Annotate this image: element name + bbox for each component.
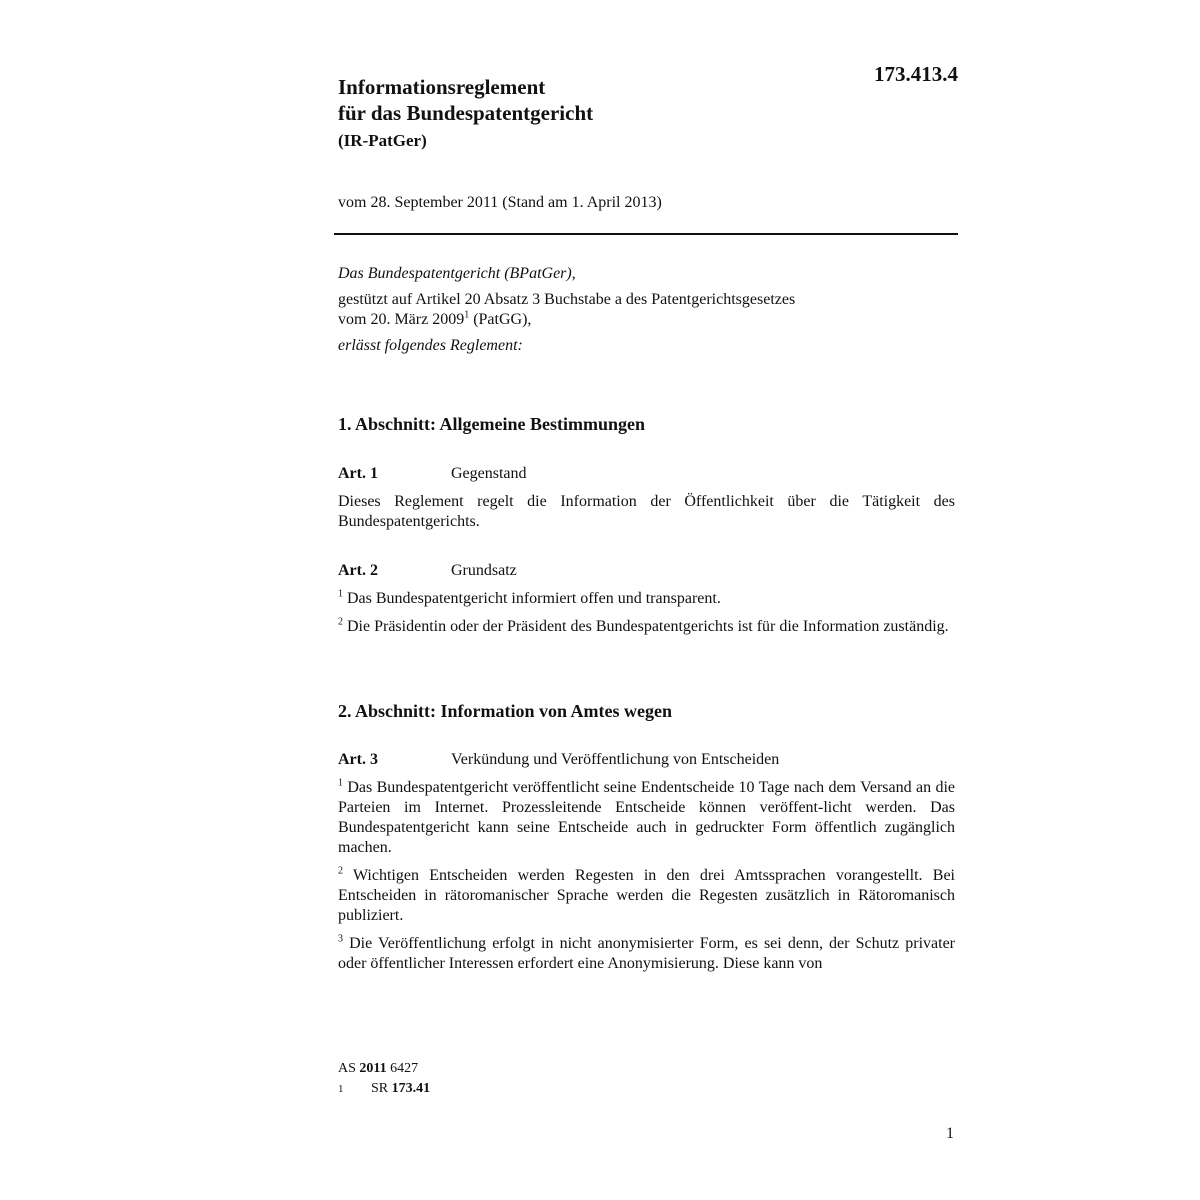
preamble-enactment: erlässt folgendes Reglement: (338, 337, 523, 354)
article-number: Art. 1 (338, 465, 378, 482)
paragraph-number: 1 (338, 777, 343, 789)
section-heading-2: 2. Abschnitt: Information von Amtes wegen (338, 701, 673, 721)
preamble-basis-text: vom 20. März 2009 (338, 311, 465, 328)
article-number: Art. 3 (338, 751, 378, 768)
official-compilation-ref (338, 1059, 430, 1079)
section-heading-1: 1. Abschnitt: Allgemeine Bestimmungen (338, 414, 646, 434)
paragraph-text: Die Präsidentin oder der Präsident des Bundespatentgerichts ist für die Information zuständig. (343, 618, 949, 635)
paragraph-number: 2 (338, 865, 343, 877)
article-1 (338, 464, 955, 540)
article-paragraph (338, 778, 955, 858)
paragraph-text: Wichtigen Entscheiden werden Regesten in den drei Amtssprachen vorangestellt. Bei Entscheiden in rätoromanischer Sprache werden die Regesten zusätzlich in Rätoromanisch publiziert. (338, 867, 955, 924)
footnote-ref-1: 1 (464, 309, 470, 321)
paragraph-number: 1 (338, 588, 343, 600)
footnotes (338, 1059, 430, 1099)
document-date: vom 28. September 2011 (Stand am 1. April 2013) (338, 194, 662, 211)
paragraph-text: Die Veröffentlichung erfolgt in nicht anonymisierter Form, es sei denn, der Schutz privater oder öffentlicher Interessen erfordert eine Anonymisierung. Diese kann von (338, 935, 955, 972)
article-paragraph (338, 617, 955, 637)
document-abbreviation: (IR-PatGer) (338, 131, 427, 150)
page-number: 1 (946, 1125, 954, 1142)
article-paragraph (338, 866, 955, 926)
preamble-basis-abbr: (PatGG), (469, 311, 532, 328)
title-divider (334, 233, 958, 235)
document-title (338, 74, 593, 126)
article-paragraph: Dieses Reglement regelt die Information der Öffentlichkeit über die Tätigkeit des Bundespatentgerichts. (338, 493, 955, 530)
article-header (338, 750, 955, 770)
article-header (338, 464, 955, 484)
article-3 (338, 750, 955, 982)
article-title: Verkündung und Veröffentlichung von Entscheiden (451, 751, 780, 768)
paragraph-number: 2 (338, 616, 343, 628)
article-number: Art. 2 (338, 562, 378, 579)
sr-number: 173.413.4 (874, 62, 958, 86)
preamble (338, 264, 958, 356)
as-year: 2011 (359, 1061, 387, 1076)
as-page: 6427 (386, 1061, 419, 1076)
preamble-basis-line-2 (338, 310, 958, 330)
sr-reference: 173.41 (391, 1081, 431, 1096)
preamble-basis-line-1: gestützt auf Artikel 20 Absatz 3 Buchstabe a des Patentgerichtsgesetzes (338, 291, 796, 308)
title-line-2: für das Bundespatentgericht (338, 101, 594, 125)
article-2 (338, 561, 955, 645)
article-paragraph (338, 589, 955, 609)
article-header (338, 561, 955, 581)
paragraph-text: Das Bundespatentgericht veröffentlicht seine Endentscheide 10 Tage nach dem Versand an die Parteien im Internet. Prozessleitende Entscheide können veröffent-licht werden. Das Bundespatentgericht kann seine Entscheide auch in gedruckter Form öffentlich zugänglich machen. (338, 779, 955, 856)
sr-prefix: SR (371, 1081, 392, 1096)
as-prefix: AS (338, 1061, 360, 1076)
preamble-authority: Das Bundespatentgericht (BPatGer), (338, 265, 576, 282)
footnote-text (371, 1079, 430, 1099)
title-line-1: Informationsreglement (338, 75, 546, 99)
article-title: Grundsatz (451, 562, 517, 579)
paragraph-text: Das Bundespatentgericht informiert offen und transparent. (343, 590, 721, 607)
article-paragraph (338, 934, 955, 974)
footnote-1 (338, 1079, 430, 1099)
article-title: Gegenstand (451, 465, 527, 482)
paragraph-number: 3 (338, 933, 343, 945)
footnote-mark: 1 (338, 1083, 344, 1095)
